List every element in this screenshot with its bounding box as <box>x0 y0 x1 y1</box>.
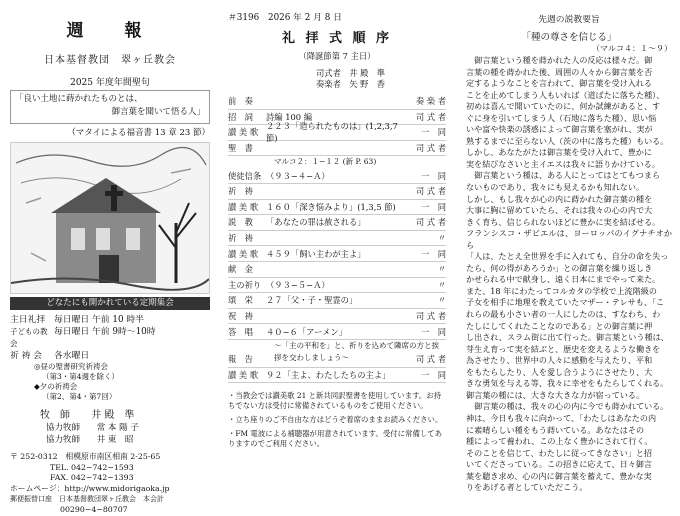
order-item-name: 答 唱 <box>228 326 253 337</box>
order-item <box>228 215 446 231</box>
meeting-time: 毎日曜日 午前 10 時半 <box>54 315 144 325</box>
order-item-name: 讃 美 歌 <box>228 201 259 212</box>
order-item-role: 一 同 <box>421 127 446 138</box>
order-item <box>228 309 446 325</box>
sermon-line: 子女を相手に地理を教えていたマザー・テレサも、「こ <box>466 297 665 308</box>
prayer-note: （第3・第4週を除く） <box>42 372 120 381</box>
postal-account-label: 郵便振替口座 日本基督教団翠ヶ丘教会 本会計 <box>10 495 164 504</box>
sermon-line: 御言葉という種は、ある人にとってはとてもつまら <box>466 170 661 181</box>
sermon-line: きな勇気を与える等、我々に幸せをもたらしてくれる。 <box>466 378 669 389</box>
order-item-role: 〃 <box>437 279 446 290</box>
meeting-name: 子どもの教会 <box>10 327 48 348</box>
order-item <box>228 168 446 184</box>
order-item-name: 献 金 <box>228 264 253 275</box>
coop-pastor-row <box>10 434 210 446</box>
coop-pastor-row <box>10 422 210 434</box>
church-sketch-image <box>11 143 209 293</box>
order-item-note: マルコ２：１−１２ (新 P. 63) <box>274 157 377 167</box>
sermon-line: 芽生え育って実を結ぶと、歴史を変えるような働きを <box>466 343 661 354</box>
order-item-content: （９３−５−Ａ） <box>266 279 330 290</box>
sermon-line: りをあげる者としていただこう。 <box>466 482 588 493</box>
sermon-line: 御言葉の種は、我々の心の内に今でも蒔かれている。 <box>466 401 669 412</box>
meeting-name: 主日礼拝 <box>10 315 46 325</box>
order-item-name: 讃 美 歌 <box>228 127 259 138</box>
contact-block <box>10 452 210 516</box>
order-item-content: 詩編 100 編 <box>266 111 313 122</box>
order-item-content: 「あなたの罪は赦される」 <box>266 217 366 228</box>
sermon-line: しかし、あなたがたは御言葉を受け入れて、豊かに <box>466 147 652 158</box>
order-item <box>228 184 446 200</box>
sermon-line: 葉を聴き求め、心の内に御言葉を蓄えて、豊かな実 <box>466 470 652 481</box>
order-item-role: 〃 <box>437 295 446 306</box>
order-item-content: ４０−６「アーメン」 <box>266 326 347 337</box>
prayer-note: ◎昼の聖書研究祈祷会 <box>34 362 109 371</box>
sermon-line: 熟するまでに至らない人（茨の中に落ちた種）もいる。 <box>466 135 669 146</box>
sermon-line: また、18 年にわたってコルカタの学校で上流階級の <box>466 285 657 296</box>
order-item-content: ２２３「造られたものは」(1,2,3,7 節) <box>266 121 398 144</box>
sermon-line: れらの最も小さい者の一人にしたのは、すなわち、わ <box>466 309 661 320</box>
order-item-role: 一 同 <box>421 248 446 259</box>
church-illustration <box>10 142 210 294</box>
sermon-summary-heading: 先週の説教要旨 <box>538 15 600 25</box>
sermon-line: たら、何の得があろうか」との御言葉を繰り返しき <box>466 262 653 273</box>
order-item <box>228 262 446 278</box>
notice-item: ・立ち座りのご不自由な方はどうぞ着席のままお読みください。 <box>228 415 443 425</box>
officiants <box>228 68 446 90</box>
order-item-name: 聖 書 <box>228 143 253 154</box>
sermon-line: 初めは喜んで聞いていたのに、何か試練があると、す <box>466 101 661 112</box>
coop-pastor-name: 常 本 陽 子 <box>96 423 139 433</box>
order-item <box>228 368 446 384</box>
sermon-line: 大事に胸に留めていたら、それは我々の心の内で大 <box>466 205 653 216</box>
sermon-line: し出され、スラム街に出て行った。御言葉という種は、 <box>466 332 669 343</box>
order-item-name: 招 詞 <box>228 111 253 122</box>
sermon-body <box>466 55 672 494</box>
order-item-name: 讃 美 歌 <box>228 248 259 259</box>
notice-item: ・FM 電波による補聴器が用意されています。受付に常備してありますのでご利用ください。 <box>228 429 443 449</box>
order-item <box>228 246 446 262</box>
order-item-name: 報 告 <box>228 354 253 365</box>
sermon-line: しかし、もし我々が心の内に蒔かれた御言葉の種を <box>466 193 653 204</box>
annual-verse-line2: 御言葉を聞いて悟る人」 <box>111 107 205 117</box>
pastor-block <box>10 410 210 446</box>
notes-list <box>228 391 446 449</box>
annual-verse-reference: （マタイによる福音書 13 章 23 節） <box>67 128 210 138</box>
order-item-content: ９２「主よ、わたしたちの主よ」 <box>266 369 391 380</box>
sermon-line: をもたらしたり、人を愛し合うようにさせたり、大 <box>466 366 653 377</box>
sermon-line: 定するようなことを言われて、御言葉を受け入れる <box>466 78 652 89</box>
order-item-role: 司 式 者 <box>415 217 446 228</box>
sermon-line: いてくださっている。この招きに応えて、日々御言 <box>466 459 652 470</box>
sermon-line: 神は、今日も我々に向かって、「わたしはあなたの内 <box>466 412 657 423</box>
pastor-label: 牧 師 <box>40 410 70 421</box>
sermon-line: かせられる中で献身し、遠く日本にまでやって来た。 <box>466 274 661 285</box>
order-item-role: 司 式 者 <box>415 354 446 365</box>
order-item-content: ２７「父・子・聖霊の」 <box>266 295 358 306</box>
church-name: 日本基督教団 翠ヶ丘教会 <box>44 55 176 66</box>
annual-verse-box <box>10 90 210 124</box>
coop-pastor-name: 井 東 昭 <box>96 435 134 445</box>
order-item <box>228 278 446 294</box>
order-item-name: 祈 祷 <box>228 233 253 244</box>
sermon-line: フランシスコ・ザビエルは、ヨーロッパのイグナチオから <box>466 228 672 250</box>
annual-verse-line1: 「良い土地に蒔かれたものとは、 <box>15 94 143 104</box>
meeting-time: 各水曜日 <box>54 351 90 361</box>
order-item <box>228 121 446 144</box>
issue-number-date: ＃3196 2026 年 2 月 8 日 <box>228 13 342 23</box>
order-item-content: ４５９「飼い主わが主よ」 <box>266 248 366 259</box>
order-item-role: 〃 <box>437 264 446 275</box>
order-item-name: 主の祈り <box>228 279 262 290</box>
bulletin-title: 週 報 <box>66 21 154 41</box>
order-item-name: 頌 栄 <box>228 295 253 306</box>
order-item-role: 司 式 者 <box>415 111 446 122</box>
order-item-role: 司 式 者 <box>415 143 446 154</box>
order-item-name: 讃 美 歌 <box>228 369 259 380</box>
order-item-name: 祈 祷 <box>228 186 253 197</box>
order-item-role: 奏 楽 者 <box>415 96 446 107</box>
sermon-line: きく育ち、信じられないほどに豊かに実を結ばせる。 <box>466 216 661 227</box>
order-item-name: 説 教 <box>228 217 253 228</box>
sermon-line: に素晴らしい種をもう蒔いている。あなたはその <box>466 424 645 435</box>
sermon-line: 「人は、たとえ全世界を手に入れても、自分の命を失っ <box>466 251 669 262</box>
order-item <box>228 231 446 247</box>
coop-pastor-label: 協力牧師 <box>46 435 81 445</box>
order-item-content: １６０「深き悩みより」(1,3,5 節) <box>266 201 396 212</box>
order-of-worship-column <box>222 0 452 480</box>
order-item-role: 一 同 <box>421 201 446 212</box>
prayer-note: （第2、第4・第7回） <box>42 392 117 401</box>
sermon-line: そのことを信じて、わたしに従ってきなさい」と招 <box>466 447 652 458</box>
order-item-name: 使徒信条 <box>228 170 262 181</box>
sermon-line: 言葉の種を蒔かれた後、周囲の人々から御言葉を否 <box>466 66 653 77</box>
sermon-line: 実を結びなさいと主イエスは我々に語りかけている。 <box>466 158 660 169</box>
sermon-line: ことを止めてしまう人もいれば（道ばたに落ちた種）、 <box>466 89 665 100</box>
pastor-row <box>10 410 210 422</box>
order-item-role: 〃 <box>437 233 446 244</box>
order-item <box>228 200 446 216</box>
fax-number: FAX. 042−742−1393 <box>50 473 134 483</box>
sermon-scripture-reference: （マルコ４：１〜９） <box>592 44 672 53</box>
prayer-meeting-notes <box>10 362 210 402</box>
postal-address: 〒 252-0312 相模原市南区相南 2-25-65 <box>10 452 161 461</box>
order-item-role: 一 同 <box>421 369 446 380</box>
meeting-name: 祈 祷 会 <box>10 351 42 361</box>
coop-pastor-label: 協力牧師 <box>46 423 81 433</box>
order-item <box>228 324 446 340</box>
front-column <box>0 0 220 514</box>
meetings-banner: どなたにも開かれている定期集会 <box>10 297 210 310</box>
order-item-note: 〜「主の平和を」と、祈りを込めて隣席の方と挨拶を交わしましょう〜 <box>274 340 439 362</box>
pastor-name: 井 殿 準 <box>91 410 135 421</box>
meetings-list <box>10 314 210 402</box>
sermon-line: ぐに身を引いてしまう人（石地に落ちた種）、思い悩 <box>466 112 657 123</box>
meeting-row <box>10 314 210 326</box>
postal-account-number: 00290−4−80707 <box>60 504 128 514</box>
sermon-line: 御言葉の種には、大きな大きな力が宿っている。 <box>466 389 645 400</box>
homepage-link[interactable]: ホームページ：http://www.midorigaoka.jp <box>10 483 170 493</box>
sermon-title: 「種の尊さを信じる」 <box>521 32 617 43</box>
order-item-name: 前 奏 <box>228 96 253 107</box>
liturgical-day: （降誕節第 7 主日） <box>298 51 376 61</box>
sermon-line: たしにしてくれたことなのである」との御言葉に押 <box>466 320 653 331</box>
order-item-role: 一 同 <box>421 170 446 181</box>
meeting-row <box>10 350 210 362</box>
sermon-line: いや富や快楽の誘惑によって御言葉を塞がれ、実が <box>466 124 653 135</box>
order-of-worship-title: 礼 拝 式 順 序 <box>281 31 393 46</box>
sermon-line: 為させたり、世界中の人々に感動を与えたり、平和 <box>466 355 653 366</box>
order-item-name: 祝 祷 <box>228 311 253 322</box>
order-item-role: 一 同 <box>421 326 446 337</box>
sermon-column <box>460 0 680 493</box>
sermon-line: ないものであり、我々にも見えるかも知れない。 <box>466 182 645 193</box>
organist: 奏楽者 矢 野 香 <box>316 79 386 89</box>
annual-verse-heading: 2025 年度年間聖句 <box>70 78 150 88</box>
meeting-row <box>10 326 210 350</box>
notice-item: ・当教会では讃美歌 21 と新共同訳聖書を使用しています。お持ちでない方は受付に常備されているものをご使用ください。 <box>228 391 442 411</box>
order-item-content: （９３−４−Ａ） <box>266 170 330 181</box>
meeting-time: 毎日曜日 午前 9時〜10時 <box>54 327 156 337</box>
phone-number: TEL. 042−742−1593 <box>50 462 134 472</box>
order-item <box>228 94 446 110</box>
order-list <box>228 94 446 383</box>
sermon-line: 種によって養われ、この上なく豊かにされて行く。 <box>466 436 653 447</box>
order-item <box>228 293 446 309</box>
officiant: 司式者 井 殿 準 <box>316 68 386 78</box>
order-item-role: 司 式 者 <box>415 311 446 322</box>
sermon-line: 御言葉という種を蒔かれた人の反応は様々だ。御 <box>466 55 653 65</box>
prayer-note: ◆夕の祈祷会 <box>34 382 78 391</box>
order-item-role: 司 式 者 <box>415 186 446 197</box>
